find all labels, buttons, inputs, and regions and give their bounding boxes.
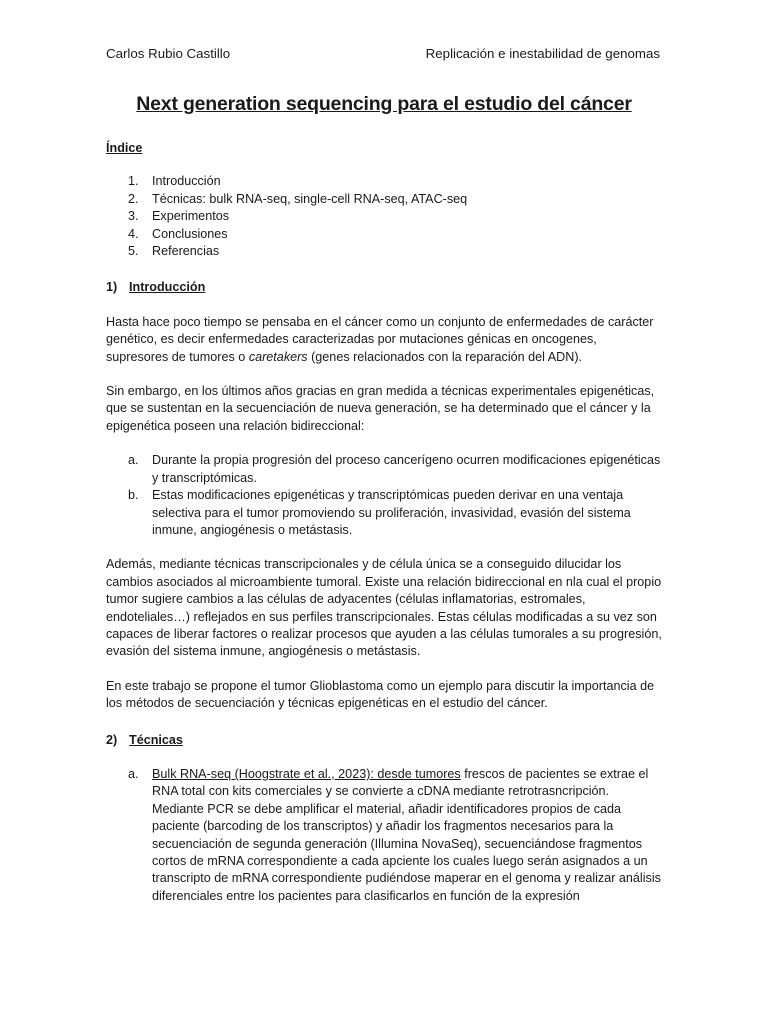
paragraph: Hasta hace poco tiempo se pensaba en el cáncer como un conjunto de enfermedades de carácter genético, es decir enfermedades caracterizadas por mutaciones génicas en oncogenes, supresores de tumores o caretakers (genes relacionados con la reparación del ADN). (106, 314, 654, 364)
index-item-text: Técnicas: bulk RNA-seq, single-cell RNA-seq, ATAC-seq (152, 191, 468, 206)
list-item-text: Durante la propia progresión del proceso cancerígeno ocurren modificaciones epigenéticas y transcriptómicas. (152, 453, 661, 485)
index-item-number: 2. (128, 191, 139, 206)
index-item (106, 208, 662, 225)
lettered-list (106, 452, 662, 539)
index-heading: Índice (106, 141, 143, 155)
document-body (106, 140, 662, 905)
paragraph: En este trabajo se propone el tumor Glioblastoma como un ejemplo para discutir la importancia de los métodos de secuenciación y técnicas epigenéticas en el estudio del cáncer. (106, 678, 655, 711)
index-item-number: 5. (128, 244, 139, 259)
section-title: Técnicas (129, 732, 183, 747)
list-item-text: Estas modificaciones epigenéticas y transcriptómicas pueden derivar en una ventaja selectiva para el tumor promoviendo su proliferación, invasividad, evasión del sistema inmune, angiogénesis o metástasis. (152, 488, 631, 537)
index-list (106, 173, 662, 260)
list-item-letter: a. (128, 766, 139, 781)
index-item-text: Introducción (152, 174, 221, 189)
index-item-number: 1. (128, 174, 139, 189)
list-item-letter: a. (128, 453, 139, 468)
course-name: Replicación e inestabilidad de genomas (425, 46, 660, 61)
lettered-list (106, 766, 662, 905)
author-name: Carlos Rubio Castillo (106, 46, 231, 61)
section-2-heading (106, 732, 662, 749)
index-item-text: Conclusiones (152, 226, 228, 241)
list-item (106, 766, 662, 905)
index-item (106, 226, 662, 243)
emphasis-text: caretakers (248, 349, 308, 364)
section-number: 2) (106, 732, 118, 747)
index-item-number: 3. (128, 209, 139, 224)
underlined-text: Bulk RNA-seq (Hoogstrate et al., 2023): desde tumores (152, 766, 461, 781)
document-title: Next generation sequencing para el estudio del cáncer (136, 93, 632, 115)
list-item (106, 452, 662, 487)
list-item-text: frescos de pacientes se extrae el RNA total con kits comerciales y se convierte a cDNA mediante retrotrasncripción. Mediante PCR se debe amplificar el material, añadir identificadores propios de cada paciente (barcoding de los transcriptos) y añadir los fragmentos necesarios para la secuenciación de segunda generación (Illumina NovaSeq), secuenciándose fragmentos cortos de mRNA correspondiente a cada apciente los cuales luego serán asignados a un transcripto de mRNA correspondiente pudiéndose maperar en el genoma y realizar análisis diferenciales entre los pacientes para clasificarlos en función de la expresión (152, 766, 661, 903)
paragraph: Sin embargo, en los últimos años gracias en gran medida a técnicas experimentales epigenéticas, que se sustentan en la secuenciación de nueva generación, se ha determinado que el cáncer y la epigenética poseen una relación bidireccional: (106, 384, 655, 433)
index-item-text: Referencias (152, 244, 220, 259)
index-item (106, 191, 662, 208)
index-item (106, 173, 662, 190)
list-item-letter: b. (128, 488, 139, 503)
index-item-text: Experimentos (152, 209, 229, 224)
paragraph: Además, mediante técnicas transcripcionales y de célula única se a conseguido dilucidar los cambios asociados al microambiente tumoral. Existe una relación bidireccional en nla cual el propio tumor sugiere cambios a las células de adyacentes (células inflamatorias, estromales, endoteliales…) reflejados en sus perfiles transcripcionales. Estas células modificadas a su vez son capaces de liberar factores o realizar procesos que ayuden a las células tumorales a su progresión, evasión del sistema inmune, angiogénesis o metástasis. (106, 557, 662, 659)
section-number: 1) (106, 280, 118, 295)
list-item (106, 487, 662, 539)
index-item-number: 4. (128, 226, 139, 241)
section-title: Introducción (129, 280, 206, 295)
page-header (106, 46, 660, 66)
index-item (106, 243, 662, 260)
section-1-heading (106, 279, 662, 296)
